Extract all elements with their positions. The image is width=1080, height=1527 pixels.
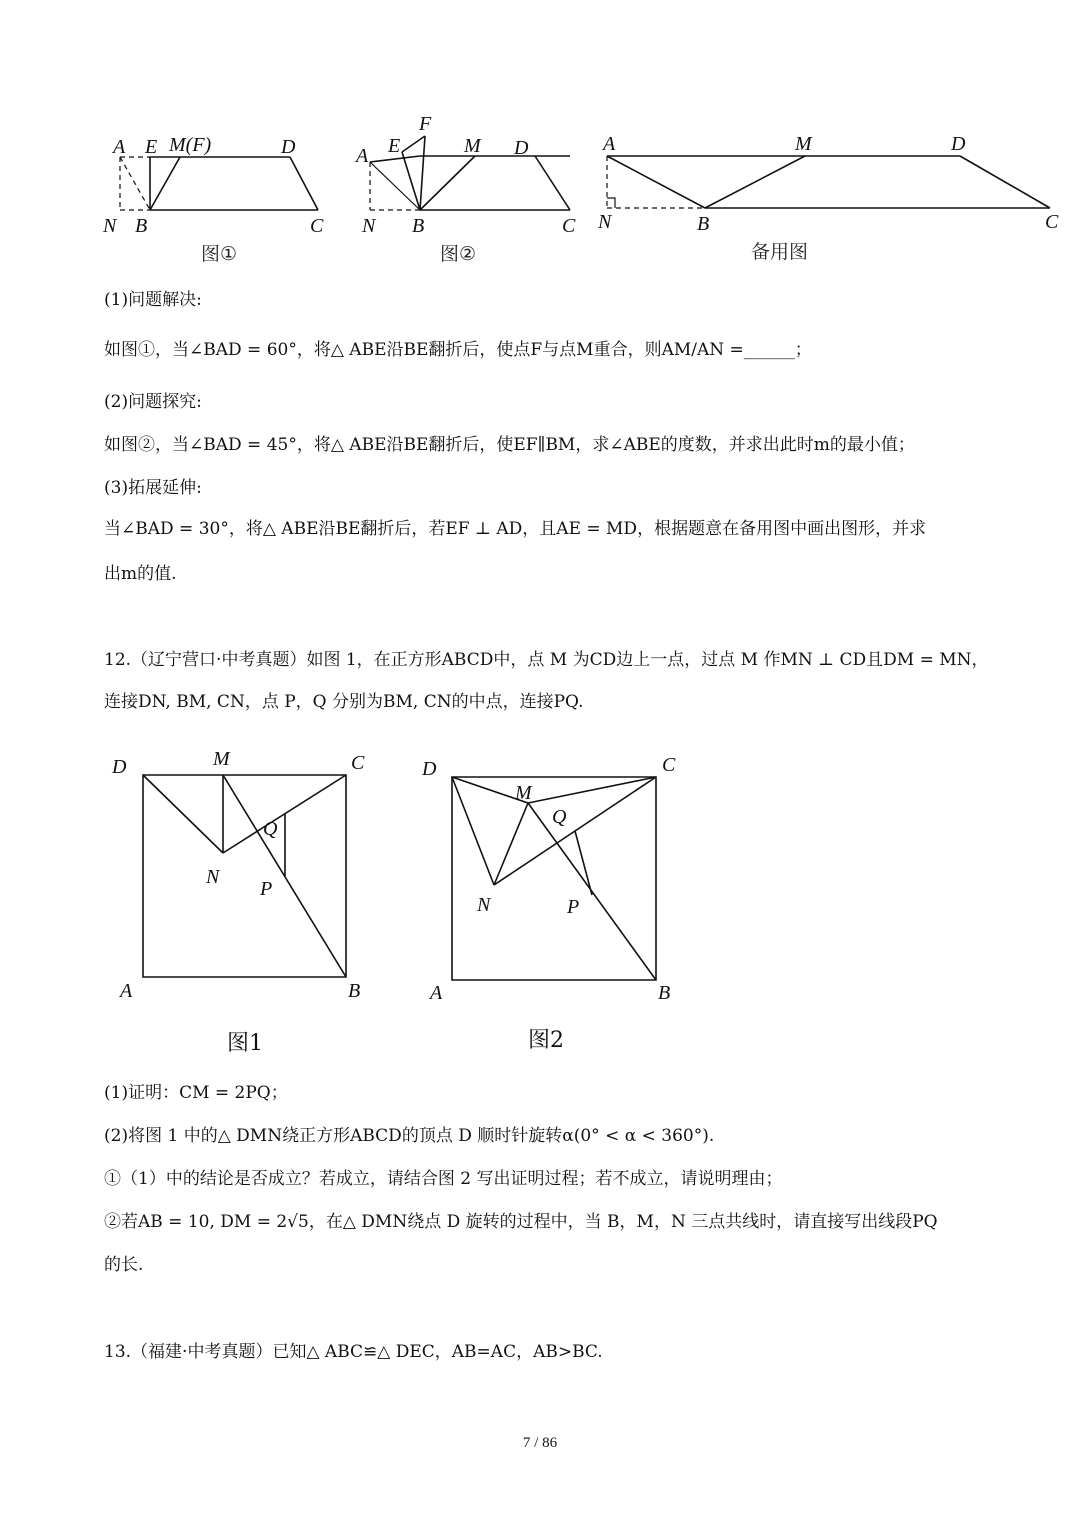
caption-fig5: 图2 (528, 1028, 564, 1053)
label-D: D (281, 136, 296, 158)
caption-fig1: 图① (201, 243, 238, 265)
figure-3 (595, 128, 1070, 268)
page-number: 7 / 86 (522, 1435, 558, 1451)
label-B: B (658, 982, 671, 1004)
problem-12-line-2: 连接DN, BM, CN，点 P，Q 分别为BM, CN的中点，连接PQ. (104, 692, 584, 712)
label-F: F (419, 113, 432, 135)
problem-12-sub-3: ①（1）中的结论是否成立？若成立，请结合图 2 写出证明过程；若不成立，请说明理由； (104, 1169, 783, 1189)
label-Q: Q (263, 818, 278, 840)
label-M: M (464, 135, 481, 157)
label-A: A (430, 982, 443, 1004)
label-E: E (388, 135, 401, 157)
label-C: C (310, 215, 324, 237)
label-D: D (514, 137, 529, 159)
label-M: M (795, 133, 812, 155)
problem-12-sub-5: 的长. (104, 1255, 144, 1275)
problem-12-sub-4: ②若AB = 10, DM = 2√5，在△ DMN绕点 D 旋转的过程中，当 B，M，N 三点共线时，请直接写出线段PQ (104, 1212, 938, 1232)
label-N: N (206, 866, 220, 888)
text-line-2: 如图①，当∠BAD = 60°，将△ ABE沿BE翻折后，使点F与点M重合，则AM/AN =______； (104, 340, 812, 360)
label-C: C (351, 752, 365, 774)
text-line-4: 如图②，当∠BAD = 45°，将△ ABE沿BE翻折后，使EF∥BM，求∠ABE的度数，并求出此时m的最小值； (104, 435, 915, 455)
text-line-3: (2)问题探究: (104, 392, 202, 412)
text-line-1: (1)问题解决: (104, 290, 202, 310)
label-A: A (113, 136, 126, 158)
figure-2 (350, 110, 590, 268)
text-line-7: 出m的值. (104, 564, 177, 584)
figure-5 (410, 735, 710, 1060)
label-N: N (598, 211, 612, 233)
label-M: M (213, 748, 230, 770)
label-C: C (662, 754, 676, 776)
label-A: A (356, 145, 369, 167)
caption-fig4: 图1 (227, 1031, 263, 1056)
label-P: P (567, 896, 580, 918)
label-B: B (697, 213, 710, 235)
label-N: N (103, 215, 117, 237)
label-N: N (477, 894, 491, 916)
figure-4 (100, 735, 390, 1060)
problem-13-line-1: 13.（福建·中考真题）已知△ ABC≌△ DEC，AB=AC，AB>BC. (104, 1342, 603, 1362)
label-D: D (951, 133, 966, 155)
label-Q: Q (552, 806, 567, 828)
label-MF: M(F) (169, 134, 212, 156)
label-D: D (422, 758, 437, 780)
caption-fig2: 图② (440, 243, 477, 265)
label-B: B (135, 215, 148, 237)
label-C: C (1045, 211, 1059, 233)
caption-fig3: 备用图 (751, 241, 809, 263)
label-E: E (145, 136, 158, 158)
problem-12-line-1: 12.（辽宁营口·中考真题）如图 1，在正方形ABCD中，点 M 为CD边上一点，过点 M 作MN ⊥ CD且DM = MN， (104, 650, 989, 670)
problem-12-sub-2: (2)将图 1 中的△ DMN绕正方形ABCD的顶点 D 顺时针旋转α(0° < α < 360°). (104, 1126, 715, 1146)
label-A: A (603, 133, 616, 155)
label-M: M (515, 782, 532, 804)
label-B: B (412, 215, 425, 237)
label-P: P (260, 878, 273, 900)
label-B: B (348, 980, 361, 1002)
label-C: C (562, 215, 576, 237)
text-line-5: (3)拓展延伸: (104, 478, 202, 498)
label-N: N (362, 215, 376, 237)
figure-1 (95, 128, 345, 268)
label-D: D (112, 756, 127, 778)
label-A: A (120, 980, 133, 1002)
problem-12-sub-1: (1)证明：CM = 2PQ； (104, 1083, 288, 1103)
text-line-6: 当∠BAD = 30°，将△ ABE沿BE翻折后，若EF ⊥ AD，且AE = MD，根据题意在备用图中画出图形，并求 (104, 519, 927, 539)
